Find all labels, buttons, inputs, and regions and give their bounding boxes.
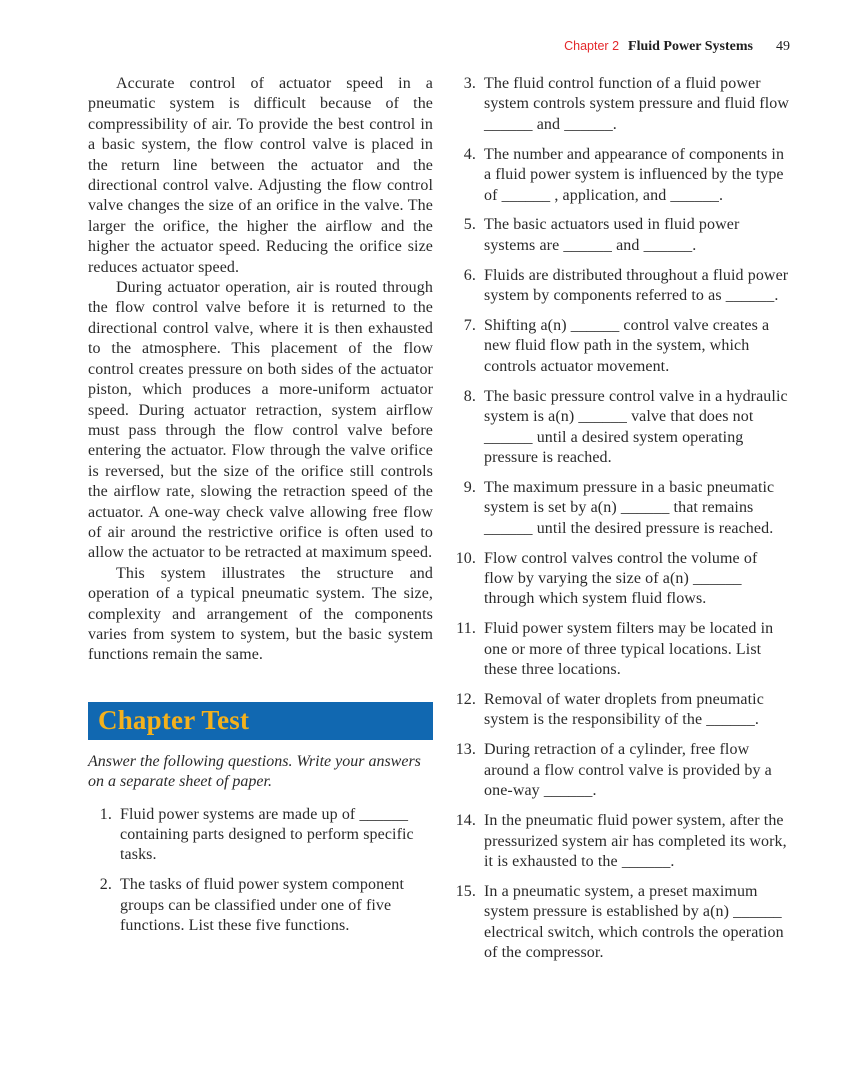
- question-list-left: [88, 805, 433, 937]
- question-text: During retraction of a cylinder, free flow around a flow control valve is provided by a one-way ______.: [484, 741, 772, 800]
- chapter-test-title: Chapter Test: [98, 705, 250, 736]
- question-item: [452, 740, 791, 801]
- question-number: 2.: [99, 876, 112, 894]
- question-item: [452, 549, 791, 610]
- question-item: [452, 619, 791, 680]
- question-item: [452, 215, 791, 256]
- question-text: Fluid power system filters may be located in one or more of three typical locations. List these three locations.: [484, 620, 774, 679]
- question-item: [88, 805, 433, 866]
- question-text: Flow control valves control the volume of flow by varying the size of a(n) ______ through which system fluid flows.: [484, 549, 758, 608]
- question-number: 5.: [463, 216, 476, 234]
- question-number: 6.: [463, 266, 476, 284]
- two-column-layout: [88, 74, 791, 973]
- question-number: 7.: [463, 317, 476, 335]
- question-item: [452, 478, 791, 539]
- question-item: [88, 875, 433, 936]
- body-paragraph-2: During actuator operation, air is routed through the flow control valve before it is returned to the directional control valve, where it is then exhausted to the atmosphere. This placement of the flow control creates pressure on both sides of the actuator piston, which produces a more-uniform actuator speed. During actuator retraction, system airflow must pass through the flow control valve before entering the actuator. Flow through the valve orifice is reversed, but the size of the orifice still controls the airflow rate, slowing the retraction speed of the actuator. A one-way check valve allowing free flow of air around the restrictive orifice is often used to allow the actuator to be retracted at maximum speed.: [88, 279, 433, 562]
- body-paragraph-3: This system illustrates the structure and operation of a typical pneumatic system. The size, complexity and arrangement of the components varies from system to system, but the basic system functions remain the same.: [88, 564, 433, 664]
- left-column: [88, 74, 433, 973]
- page-number: 49: [776, 39, 790, 54]
- question-text: Removal of water droplets from pneumatic system is the responsibility of the ______.: [484, 691, 764, 729]
- question-text: The tasks of fluid power system component groups can be classified under one of five functions. List these five functions.: [120, 876, 405, 935]
- question-number: 3.: [463, 75, 476, 92]
- question-number: 13.: [455, 741, 476, 759]
- running-head-section-title: Fluid Power Systems: [628, 39, 753, 54]
- question-number: 12.: [455, 691, 476, 709]
- question-item: [452, 387, 791, 469]
- question-item: [452, 316, 791, 377]
- question-text: Fluid power systems are made up of ______ containing parts designed to perform specific tasks.: [120, 805, 414, 864]
- question-number: 1.: [99, 805, 112, 823]
- question-text: The basic actuators used in fluid power systems are ______ and ______.: [484, 216, 740, 254]
- body-paragraph-1: Accurate control of actuator speed in a pneumatic system is difficult because of the compressibility of air. To provide the best control in a basic system, the flow control valve is placed in the return line between the actuator and the directional control valve. Adjusting the flow control valve changes the size of an orifice in the valve. The larger the orifice, the higher the airflow and the higher the actuator speed. Reducing the orifice size reduces actuator speed.: [88, 75, 433, 276]
- right-column: [452, 74, 791, 973]
- running-head: [564, 39, 790, 55]
- question-item: [452, 74, 791, 135]
- chapter-test-banner: [88, 702, 433, 740]
- question-list-right: [452, 74, 791, 963]
- test-instructions: Answer the following questions. Write your answers on a separate sheet of paper.: [88, 752, 421, 791]
- question-item: [452, 690, 791, 731]
- question-item: [452, 882, 791, 964]
- question-number: 11.: [456, 620, 476, 638]
- question-item: [452, 266, 791, 307]
- question-item: [452, 145, 791, 206]
- question-text: The number and appearance of components in a fluid power system is influenced by the type of ______ , application, and ______.: [484, 145, 785, 204]
- question-number: 15.: [455, 882, 476, 900]
- question-text: Shifting a(n) ______ control valve creates a new fluid flow path in the system, which controls actuator movement.: [484, 317, 770, 375]
- question-number: 9.: [463, 478, 476, 496]
- running-head-chapter-label: Chapter 2: [564, 39, 620, 53]
- question-text: In a pneumatic system, a preset maximum system pressure is established by a(n) ______ electrical switch, which controls the operation of the compressor.: [484, 882, 784, 962]
- question-number: 14.: [455, 812, 476, 830]
- question-text: In the pneumatic fluid power system, after the pressurized system air has completed its work, it is exhausted to the ______.: [484, 812, 787, 870]
- question-text: The maximum pressure in a basic pneumatic system is set by a(n) ______ that remains ______ until the desired pressure is reached.: [484, 478, 775, 537]
- question-number: 4.: [463, 145, 476, 163]
- question-number: 10.: [455, 549, 476, 567]
- question-text: The basic pressure control valve in a hydraulic system is a(n) ______ valve that does not ______ until a desired system operating pressure is reached.: [484, 387, 788, 466]
- question-text: The fluid control function of a fluid power system controls system pressure and fluid flow ______ and ______.: [484, 75, 789, 133]
- question-item: [452, 811, 791, 872]
- question-text: Fluids are distributed throughout a fluid power system by components referred to as ______.: [484, 266, 789, 305]
- question-number: 8.: [463, 387, 476, 405]
